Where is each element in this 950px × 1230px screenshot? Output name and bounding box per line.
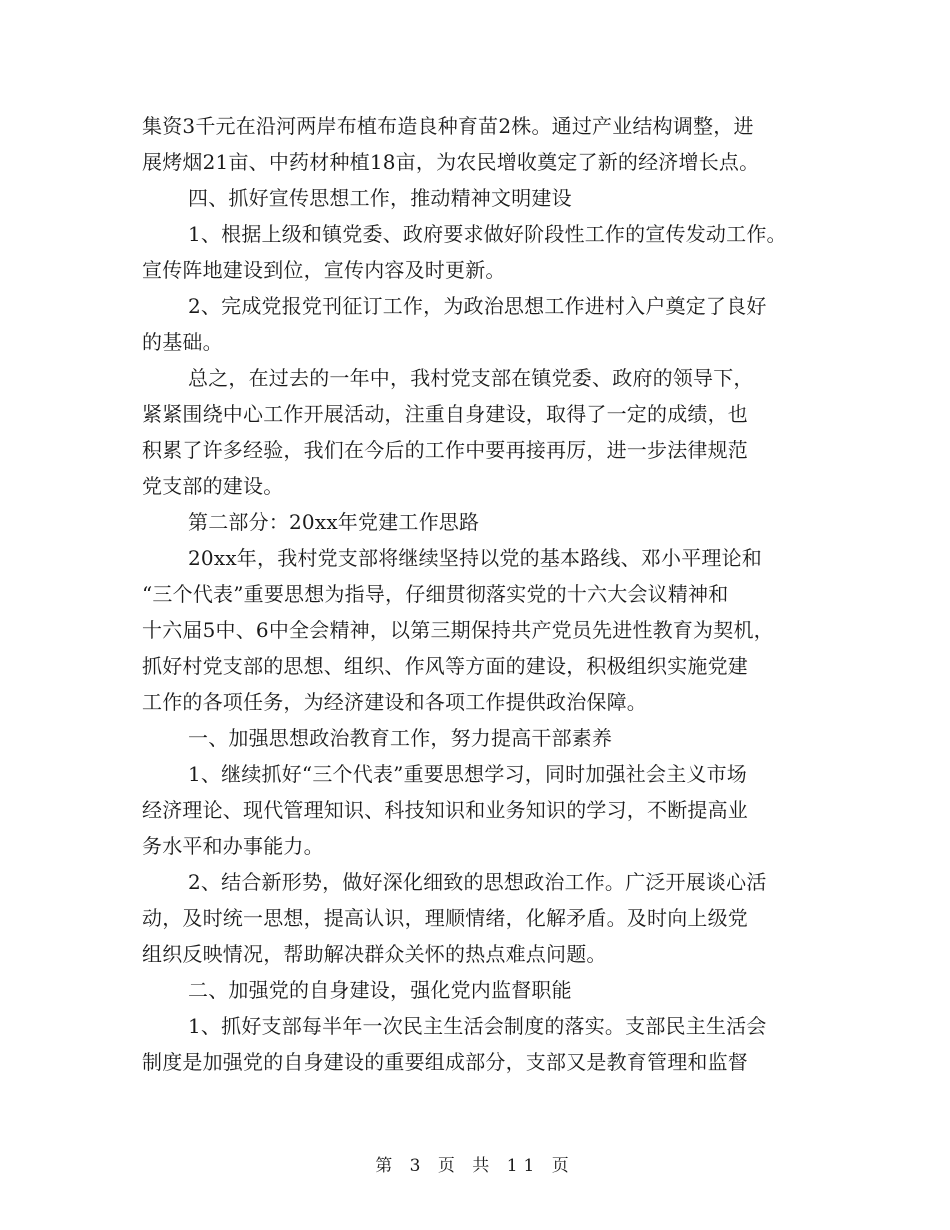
text-line: 紧紧围绕中心工作开展活动，注重自身建设，取得了一定的成绩，也 xyxy=(142,402,748,426)
text-line: 十六届5中、6中全会精神，以第三期保持共产党员先进性教育为契机， xyxy=(142,618,774,642)
text-line: 的基础。 xyxy=(142,330,223,354)
text-line: 四、抓好宣传思想工作，推动精神文明建设 xyxy=(188,186,572,210)
text-line: 经济理论、现代管理知识、科技知识和业务知识的学习，不断提高业 xyxy=(142,798,748,822)
text-line: 1、继续抓好“三个代表”重要思想学习，同时加强社会主义市场 xyxy=(188,762,747,786)
text-line: 2、结合新形势，做好深化细致的思想政治工作。广泛开展谈心活 xyxy=(188,870,767,894)
text-line: 务水平和办事能力。 xyxy=(142,834,324,858)
text-line: 第二部分：20xx年党建工作思路 xyxy=(188,510,480,534)
text-line: 二、加强党的自身建设，强化党内监督职能 xyxy=(188,978,572,1002)
text-line: 总之，在过去的一年中，我村党支部在镇党委、政府的领导下， xyxy=(188,366,754,390)
text-line: 制度是加强党的自身建设的重要组成部分，支部又是教育管理和监督 xyxy=(142,1050,748,1074)
text-line: 集资3千元在沿河两岸布植布造良种育苗2株。通过产业结构调整，进 xyxy=(142,114,754,138)
text-line: “三个代表”重要思想为指导，仔细贯彻落实党的十六大会议精神和 xyxy=(142,582,729,606)
text-line: 一、加强思想政治教育工作，努力提高干部素养 xyxy=(188,726,613,750)
text-line: 20xx年，我村党支部将继续坚持以党的基本路线、邓小平理论和 xyxy=(188,546,763,570)
text-line: 1、根据上级和镇党委、政府要求做好阶段性工作的宣传发动工作。 xyxy=(188,222,787,246)
page-footer: 第 3 页 共 11 页 xyxy=(375,1156,575,1176)
text-line: 1、抓好支部每半年一次民主生活会制度的落实。支部民主生活会 xyxy=(188,1014,767,1038)
text-line: 抓好村党支部的思想、组织、作风等方面的建设，积极组织实施党建 xyxy=(142,654,748,678)
text-line: 积累了许多经验，我们在今后的工作中要再接再厉，进一步法律规范 xyxy=(142,438,748,462)
text-line: 组织反映情况，帮助解决群众关怀的热点难点问题。 xyxy=(142,942,607,966)
text-line: 2、完成党报党刊征订工作，为政治思想工作进村入户奠定了良好 xyxy=(188,294,767,318)
text-line: 展烤烟21亩、中药材种植18亩，为农民增收奠定了新的经济增长点。 xyxy=(142,150,760,174)
text-line: 宣传阵地建设到位，宣传内容及时更新。 xyxy=(142,258,506,282)
text-line: 工作的各项任务，为经济建设和各项工作提供政治保障。 xyxy=(142,690,647,714)
text-line: 党支部的建设。 xyxy=(142,474,284,498)
text-line: 动，及时统一思想，提高认识，理顺情绪，化解矛盾。及时向上级党 xyxy=(142,906,748,930)
document-body xyxy=(142,108,822,1080)
